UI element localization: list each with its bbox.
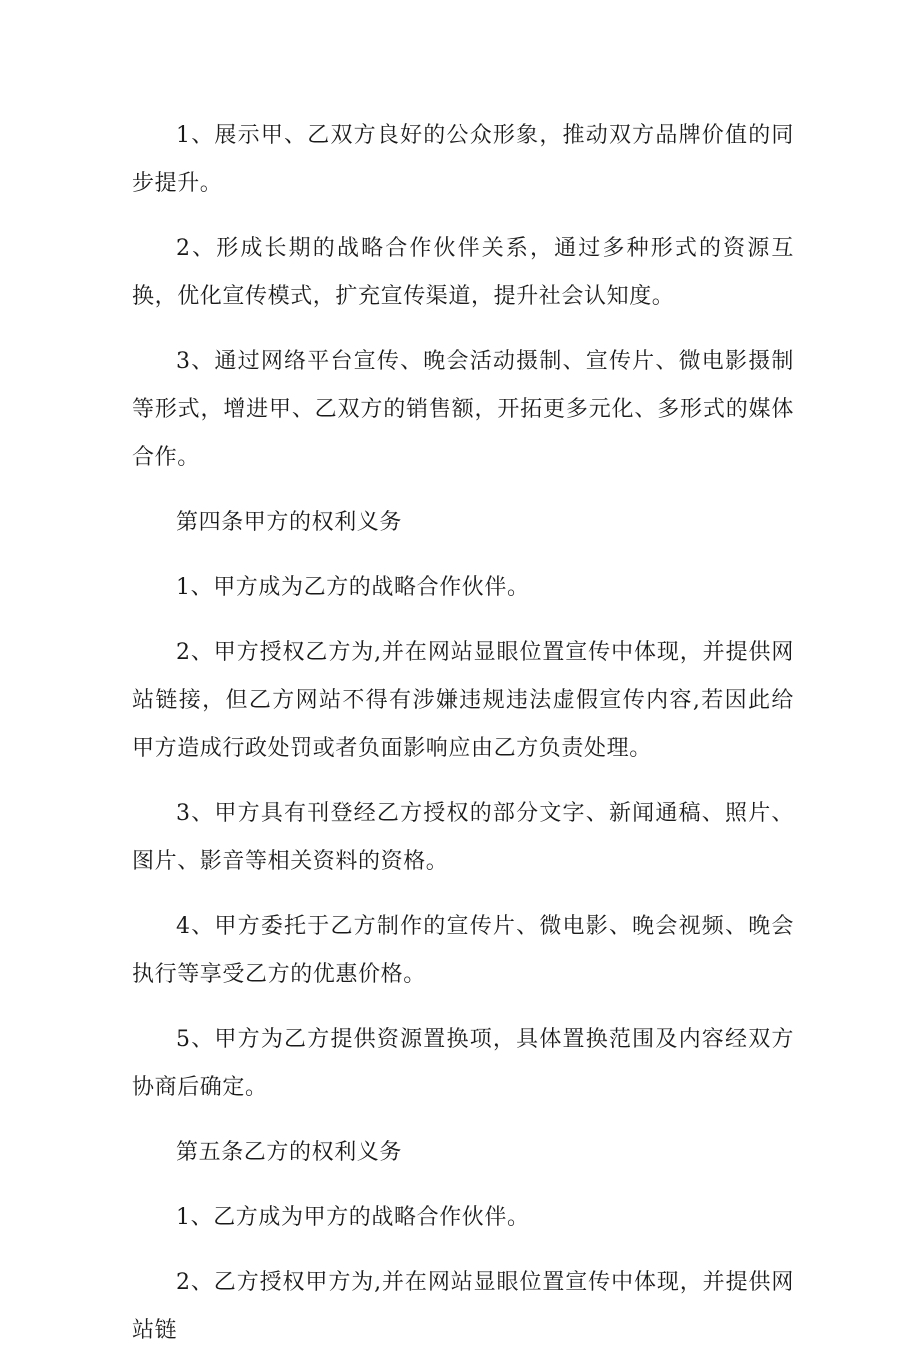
party-a-item-4: 4、甲方委托于乙方制作的宣传片、微电影、晚会视频、晚会执行等享受乙方的优惠价格。: [132, 914, 794, 987]
article-5-heading: 第五条乙方的权利义务: [176, 1140, 403, 1165]
party-b-item-1: 1、乙方成为甲方的战略合作伙伴。: [176, 1205, 530, 1230]
goal-item-1: 1、展示甲、乙双方良好的公众形象，推动双方品牌价值的同步提升。: [132, 123, 794, 196]
party-a-item-5: 5、甲方为乙方提供资源置换项，具体置换范围及内容经双方协商后确定。: [132, 1027, 794, 1100]
goal-item-3: 3、通过网络平台宣传、晚会活动摄制、宣传片、微电影摄制等形式，增进甲、乙双方的销售额，开拓更多元化、多形式的媒体合作。: [132, 349, 794, 470]
party-a-item-2: 2、甲方授权乙方为,并在网站显眼位置宣传中体现，并提供网站链接，但乙方网站不得有涉嫌违规违法虚假宣传内容,若因此给甲方造成行政处罚或者负面影响应由乙方负责处理。: [132, 640, 794, 761]
document-body: [132, 112, 794, 1372]
article-4-heading: 第四条甲方的权利义务: [176, 510, 403, 535]
party-a-item-3: 3、甲方具有刊登经乙方授权的部分文字、新闻通稿、照片、图片、影音等相关资料的资格。: [132, 801, 794, 874]
party-a-item-1: 1、甲方成为乙方的战略合作伙伴。: [176, 575, 530, 600]
goal-item-2: 2、形成长期的战略合作伙伴关系，通过多种形式的资源互换，优化宣传模式，扩充宣传渠道，提升社会认知度。: [132, 236, 794, 309]
party-b-item-2: 2、乙方授权甲方为,并在网站显眼位置宣传中体现，并提供网站链: [132, 1270, 794, 1343]
